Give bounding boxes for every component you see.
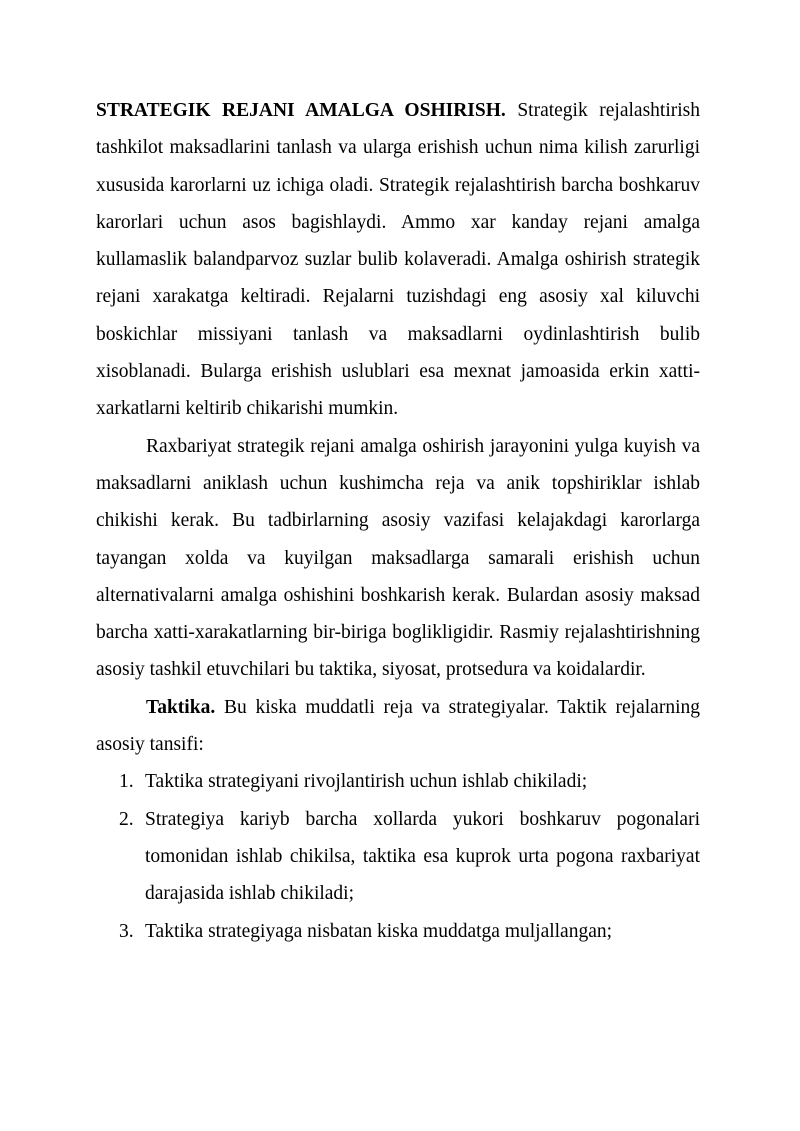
paragraph-text: Raxbariyat strategik rejani amalga oshirish jarayonini yulga kuyish va maksadlarni aniklash uchun kushimcha reja va anik topshiriklar ishlab chikishi kerak. Bu tadbirlarning asosiy vazifasi kelajakdagi karorlarga tayangan xolda va kuyilgan maksadlarga samarali erishish uchun alternativalarni amalga oshishini boshkarish kerak. Bulardan asosiy maksad barcha xatti-xarakatlarning bir-biriga boglikligidir. Rasmiy rejalashtirishning asosiy tashkil etuvchilari bu taktika, siyosat, protsedura va koidalardir.: [96, 435, 700, 681]
section-heading-tactics: Taktika.: [146, 696, 216, 718]
paragraph-tactics: [96, 689, 700, 764]
list-item-text: Taktika strategiyani rivojlantirish uchun ishlab chikiladi;: [145, 771, 588, 793]
paragraph-text: Bu kiska muddatli reja va strategiyalar. Taktik rejalarning asosiy tansifi:: [96, 696, 700, 756]
paragraph-text: Strategik rejalashtirish tashkilot maksadlarini tanlash va ularga erishish uchun nima kilish zarurligi xususida karorlarni uz ichiga oladi. Strategik rejalashtirish barcha boshkaruv karorlari uchun asos bagishlaydi. Ammo xar kanday rejani amalga kullamaslik balandparvoz suzlar bulib kolaveradi. Amalga oshirish strategik rejani xarakatga keltiradi. Rejalarni tuzishdagi eng asosiy xal kiluvchi boskichlar missiyani tanlash va maksadlarni oydinlashtirish bulib xisoblanadi. Bularga erishish uslublari esa mexnat jamoasida erkin xatti-xarkatlarni keltirib chikarishi mumkin.: [96, 100, 701, 420]
list-item-text: Strategiya kariyb barcha xollarda yukori boshkaruv pogonalari tomonidan ishlab chikilsa, taktika esa kuprok urta pogona raxbariyat darajasida ishlab chikiladi;: [145, 808, 700, 905]
list-item: [96, 913, 700, 950]
paragraph-strategic-plan: [96, 92, 700, 428]
list-item-text: Taktika strategiyaga nisbatan kiska muddatga muljallangan;: [145, 920, 613, 942]
list-item-number: 1.: [119, 771, 134, 793]
list-item: [96, 763, 700, 800]
paragraph-management: [96, 428, 700, 689]
list-item: [96, 801, 700, 913]
tactics-list: [96, 763, 700, 949]
list-item-number: 2.: [119, 808, 134, 830]
section-heading-strategic-plan: STRATEGIK REJANI AMALGA OSHIRISH.: [96, 100, 506, 121]
list-item-number: 3.: [119, 920, 134, 942]
